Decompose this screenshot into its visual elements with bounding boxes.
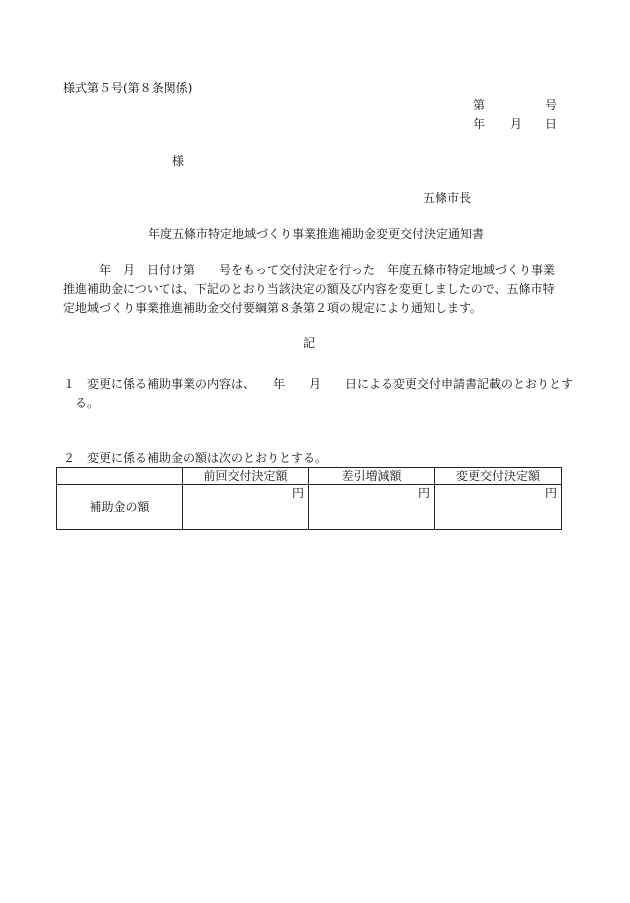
cell-previous-amount-unit: 円	[183, 485, 309, 530]
document-number-prefix: 第	[473, 98, 486, 112]
table-header-row	[57, 468, 562, 485]
issuer-name: 五條市長	[423, 191, 472, 205]
date-month: 月	[510, 117, 523, 131]
row-label-subsidy-amount: 補助金の額	[57, 485, 183, 530]
subsidy-amount-table	[56, 467, 562, 530]
ki-heading: 記	[303, 336, 316, 350]
header-revised-amount: 変更交付決定額	[435, 468, 562, 485]
cell-difference-unit: 円	[309, 485, 435, 530]
item-1: １ 変更に係る補助事業の内容は、 年 月 日による変更交付申請書記載のとおりとする。	[63, 377, 574, 410]
date-day: 日	[545, 117, 558, 131]
notice-title: 年度五條市特定地域づくり事業推進補助金変更交付決定通知書	[148, 227, 485, 241]
addressee-suffix: 様	[172, 154, 185, 168]
table-corner-cell	[57, 468, 183, 485]
date-year: 年	[473, 117, 486, 131]
item-2: ２ 変更に係る補助金の額は次のとおりとする。	[63, 451, 328, 465]
document-number-suffix: 号	[545, 98, 558, 112]
table-row	[57, 485, 562, 530]
intro-paragraph: 年 月 日付け第 号をもって交付決定を行った 年度五條市特定地域づくり事業推進補助金については、下記のとおり当該決定の額及び内容を変更しましたので、五條市特定地域づくり事業推進補助金交付要綱第８条第２項の規定により通知します。	[63, 263, 556, 315]
header-difference: 差引増減額	[309, 468, 435, 485]
cell-revised-amount-unit: 円	[435, 485, 562, 530]
header-previous-amount: 前回交付決定額	[183, 468, 309, 485]
form-number-header: 様式第５号(第８条関係)	[63, 81, 193, 95]
